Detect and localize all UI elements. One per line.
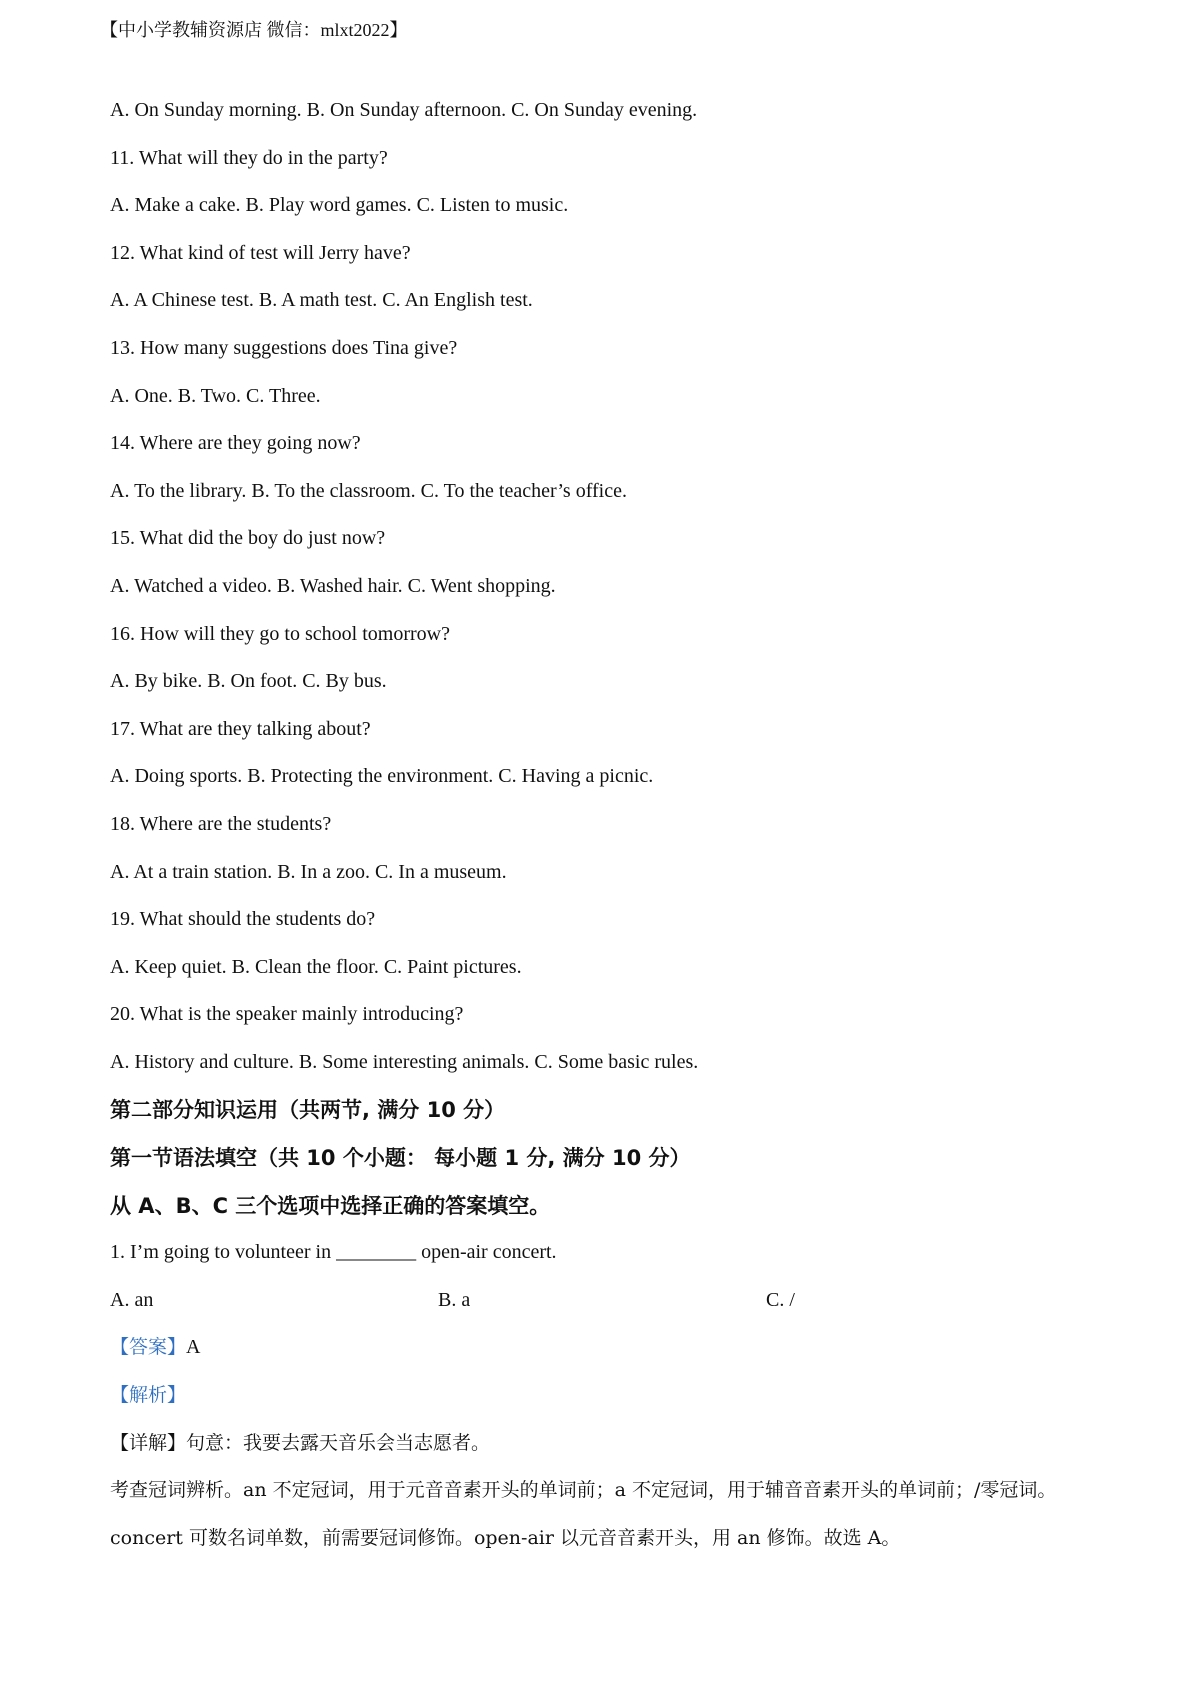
question-16: 16. How will they go to school tomorrow? [110,622,450,645]
answer-value: A [186,1336,201,1359]
question-15: 15. What did the boy do just now? [110,527,386,550]
detail-text: 句意：我要去露天音乐会当志愿者。 [186,1431,491,1454]
analysis-label: 【解析】 [110,1384,187,1407]
part2-heading: 第二部分知识运用（共两节, 满分 10 分） [110,1098,506,1123]
answer-line [110,1335,1110,1359]
detail-label: 【详解】 [110,1431,187,1454]
options-15: A. Watched a video. B. Washed hair. C. Went shopping. [110,574,556,597]
instruction-heading: 从 A、B、C 三个选项中选择正确的答案填空。 [110,1193,551,1218]
question-17: 17. What are they talking about? [110,717,371,740]
explanation-paragraph: 考查冠词辨析。an 不定冠词，用于元音音素开头的单词前；a 不定冠词，用于辅音音素开头的单词前；/零冠词。concert 可数名词单数，前需要冠词修饰。open-air 以元音音素开头，用 an 修饰。故选 A。 [110,1479,1057,1549]
question-20: 20. What is the speaker mainly introducing? [110,1003,464,1026]
question-14: 14. Where are they going now? [110,432,361,455]
detail-line [110,1431,1110,1455]
listening-options-10: A. On Sunday morning. B. On Sunday afternoon. C. On Sunday evening. [110,99,698,121]
answer-label: 【答案】 [110,1336,187,1359]
option-c: C. / [766,1288,795,1311]
question-13: 13. How many suggestions does Tina give? [110,336,458,359]
options-11: A. Make a cake. B. Play word games. C. Listen to music. [110,194,569,217]
question-12: 12. What kind of test will Jerry have? [110,241,411,264]
grammar-question-1: 1. I’m going to volunteer in ________ open-air concert. [110,1241,557,1264]
page-header: 【中小学教辅资源店 微信：mlxt2022】 [100,20,408,40]
option-a: A. an [110,1288,154,1311]
options-12: A. A Chinese test. B. A math test. C. An English test. [110,289,533,312]
option-b: B. a [438,1288,471,1311]
question-19: 19. What should the students do? [110,908,376,931]
options-18: A. At a train station. B. In a zoo. C. In a museum. [110,860,507,883]
grammar-question-1-options [110,1288,1110,1312]
document-body [110,98,1110,1562]
options-16: A. By bike. B. On foot. C. By bus. [110,670,387,693]
section1-heading: 第一节语法填空（共 10 个小题： 每小题 1 分, 满分 10 分） [110,1146,691,1171]
question-11: 11. What will they do in the party? [110,146,388,169]
options-19: A. Keep quiet. B. Clean the floor. C. Paint pictures. [110,955,522,978]
options-20: A. History and culture. B. Some interesting animals. C. Some basic rules. [110,1050,699,1073]
options-13: A. One. B. Two. C. Three. [110,384,321,407]
options-17: A. Doing sports. B. Protecting the environment. C. Having a picnic. [110,765,654,788]
question-18: 18. Where are the students? [110,812,332,835]
analysis-line [110,1383,1110,1407]
options-14: A. To the library. B. To the classroom. C. To the teacher’s office. [110,479,627,502]
